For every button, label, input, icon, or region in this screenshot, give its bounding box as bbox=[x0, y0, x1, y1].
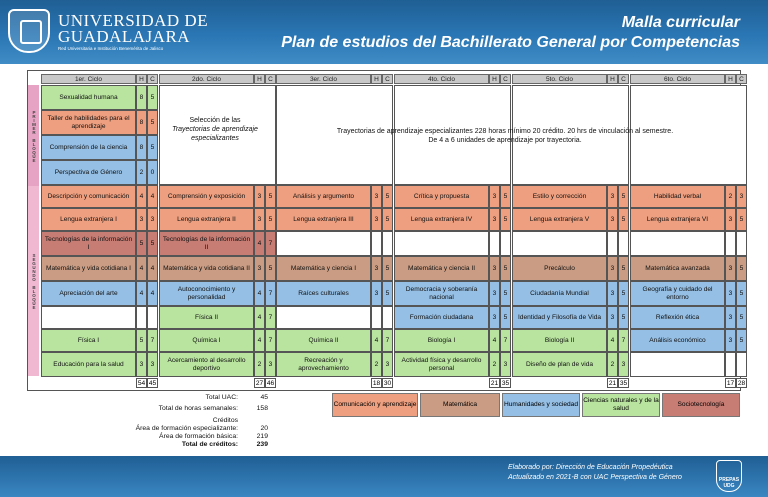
course-credits: 7 bbox=[265, 231, 276, 256]
c-column-header: C bbox=[147, 74, 158, 84]
course-hours: 4 bbox=[136, 185, 147, 208]
course-credits bbox=[736, 352, 747, 377]
course-credits: 5 bbox=[500, 208, 511, 231]
course-credits bbox=[618, 231, 629, 256]
course-credits bbox=[382, 231, 393, 256]
course-credits bbox=[736, 231, 747, 256]
second-block-label bbox=[28, 186, 39, 376]
course-cell: Lengua extranjera V bbox=[512, 208, 607, 231]
course-credits: 7 bbox=[147, 329, 158, 352]
cycle-total-credits: 28 bbox=[737, 379, 746, 387]
cycle-total-credits: 35 bbox=[501, 379, 510, 387]
course-hours: 2 bbox=[725, 185, 736, 208]
cycle-header: 5to. Ciclo bbox=[512, 74, 607, 84]
course-credits: 3 bbox=[618, 352, 629, 377]
course-hours: 4 bbox=[254, 231, 265, 256]
university-name-line2: GUADALAJARA bbox=[58, 27, 191, 46]
total-uac-label: Total UAC: bbox=[205, 394, 238, 401]
course-credits: 5 bbox=[618, 281, 629, 306]
course-hours: 3 bbox=[489, 208, 500, 231]
course-credits: 5 bbox=[736, 256, 747, 281]
course-hours: 8 bbox=[136, 85, 147, 110]
course-credits: 3 bbox=[147, 208, 158, 231]
prepas-udg-logo bbox=[716, 460, 742, 492]
course-hours: 4 bbox=[254, 281, 265, 306]
course-cell: Actividad física y desarrollo personal bbox=[394, 352, 489, 377]
course-credits: 0 bbox=[147, 160, 158, 185]
course-credits: 7 bbox=[618, 329, 629, 352]
selection-note-line1: Selección de las bbox=[189, 117, 241, 124]
course-hours: 3 bbox=[371, 185, 382, 208]
course-hours: 3 bbox=[725, 281, 736, 306]
course-hours: 8 bbox=[136, 135, 147, 160]
course-credits: 5 bbox=[618, 256, 629, 281]
second-block-text: SEGUNDO BLOQUE bbox=[31, 253, 37, 309]
course-hours: 5 bbox=[136, 231, 147, 256]
course-credits bbox=[382, 306, 393, 329]
course-hours: 4 bbox=[136, 256, 147, 281]
course-cell: Lengua extranjera VI bbox=[630, 208, 725, 231]
legend-item-cie: Ciencias naturales y de la salud bbox=[582, 393, 660, 417]
h-column-header: H bbox=[725, 74, 736, 84]
course-cell: Química I bbox=[159, 329, 254, 352]
trajectories-note bbox=[290, 127, 720, 145]
course-hours: 3 bbox=[254, 256, 265, 281]
course-cell: Biología I bbox=[394, 329, 489, 352]
first-block-label bbox=[28, 85, 39, 186]
course-hours: 3 bbox=[607, 281, 618, 306]
course-credits: 5 bbox=[500, 256, 511, 281]
selection-note-line3: especializantes bbox=[191, 135, 239, 143]
course-credits: 5 bbox=[382, 256, 393, 281]
course-cell: Democracia y soberanía nacional bbox=[394, 281, 489, 306]
weekly-hours-label: Total de horas semanales: bbox=[158, 405, 238, 412]
course-cell: Perspectiva de Género bbox=[41, 160, 136, 185]
course-cell: Tecnologías de la información II bbox=[159, 231, 254, 256]
weekly-hours-value: 158 bbox=[256, 405, 268, 412]
course-credits: 5 bbox=[265, 208, 276, 231]
course-cell: Recreación y aprovechamiento bbox=[276, 352, 371, 377]
course-cell: Identidad y Filosofía de Vida bbox=[512, 306, 607, 329]
course-hours: 3 bbox=[607, 306, 618, 329]
prepas-udg-logo-text: PREPAS UDG bbox=[718, 477, 740, 489]
course-hours: 3 bbox=[371, 281, 382, 306]
course-hours: 3 bbox=[607, 185, 618, 208]
course-hours: 4 bbox=[607, 329, 618, 352]
course-hours: 3 bbox=[371, 256, 382, 281]
c-column-header: C bbox=[618, 74, 629, 84]
course-cell: Matemática avanzada bbox=[630, 256, 725, 281]
course-cell bbox=[512, 231, 607, 256]
course-credits: 3 bbox=[265, 352, 276, 377]
course-hours: 3 bbox=[254, 208, 265, 231]
course-cell: Lengua extranjera IV bbox=[394, 208, 489, 231]
course-hours: 3 bbox=[607, 256, 618, 281]
course-hours: 3 bbox=[136, 208, 147, 231]
course-credits: 7 bbox=[265, 329, 276, 352]
course-cell: Matemática y ciencia I bbox=[276, 256, 371, 281]
course-cell: Descripción y comunicación bbox=[41, 185, 136, 208]
course-cell: Educación para la salud bbox=[41, 352, 136, 377]
course-hours: 2 bbox=[136, 160, 147, 185]
cycle-total-hours: 18 bbox=[372, 379, 381, 387]
course-cell: Química II bbox=[276, 329, 371, 352]
course-hours bbox=[725, 231, 736, 256]
basic-credits-value: 219 bbox=[256, 433, 268, 440]
course-hours: 5 bbox=[136, 329, 147, 352]
course-hours: 3 bbox=[607, 208, 618, 231]
cycle-total-credits: 45 bbox=[148, 379, 157, 387]
course-credits: 7 bbox=[382, 329, 393, 352]
course-cell: Raíces culturales bbox=[276, 281, 371, 306]
c-column-header: C bbox=[265, 74, 276, 84]
university-name-line1: UNIVERSIDAD DE bbox=[58, 11, 209, 30]
course-cell: Taller de habilidades para el aprendizaje bbox=[41, 110, 136, 135]
specializing-credits-label: Área de formación especializante: bbox=[135, 425, 238, 432]
course-cell: Formación ciudadana bbox=[394, 306, 489, 329]
course-hours: 3 bbox=[371, 208, 382, 231]
footer-credit-line1: Elaborado por: Dirección de Educación Propedéutica bbox=[508, 464, 673, 471]
course-credits: 5 bbox=[147, 135, 158, 160]
course-hours: 4 bbox=[136, 281, 147, 306]
course-cell: Tecnologías de la información I bbox=[41, 231, 136, 256]
course-cell bbox=[276, 306, 371, 329]
course-cell: Lengua extranjera II bbox=[159, 208, 254, 231]
course-cell: Física II bbox=[159, 306, 254, 329]
legend-item-hum: Humanidades y sociedad bbox=[502, 393, 580, 417]
h-column-header: H bbox=[607, 74, 618, 84]
course-hours: 2 bbox=[371, 352, 382, 377]
course-cell bbox=[394, 231, 489, 256]
course-cell: Comprensión de la ciencia bbox=[41, 135, 136, 160]
course-credits: 5 bbox=[618, 208, 629, 231]
course-hours bbox=[371, 306, 382, 329]
course-hours bbox=[489, 231, 500, 256]
course-credits: 5 bbox=[618, 185, 629, 208]
course-credits: 4 bbox=[147, 281, 158, 306]
trajectories-note-line2: De 4 a 6 unidades de aprendizaje por trayectoria. bbox=[428, 137, 582, 145]
course-hours: 3 bbox=[725, 208, 736, 231]
course-credits bbox=[147, 306, 158, 329]
course-cell: Estilo y corrección bbox=[512, 185, 607, 208]
course-credits: 5 bbox=[382, 281, 393, 306]
cycle-total-hours: 27 bbox=[255, 379, 264, 387]
course-hours: 4 bbox=[254, 306, 265, 329]
page-subtitle: Plan de estudios del Bachillerato General por Competencias bbox=[281, 34, 740, 51]
course-credits: 7 bbox=[265, 306, 276, 329]
course-credits: 5 bbox=[265, 256, 276, 281]
selection-note bbox=[153, 116, 277, 143]
course-credits: 5 bbox=[382, 208, 393, 231]
h-column-header: H bbox=[489, 74, 500, 84]
footer-credit-line2: Actualizado en 2021-B con UAC Perspectiva de Género bbox=[508, 474, 682, 481]
course-cell bbox=[276, 231, 371, 256]
course-hours bbox=[725, 352, 736, 377]
h-column-header: H bbox=[254, 74, 265, 84]
course-credits: 5 bbox=[147, 85, 158, 110]
cycle-header: 3er. Ciclo bbox=[276, 74, 371, 84]
course-cell: Precálculo bbox=[512, 256, 607, 281]
course-cell: Ciudadanía Mundial bbox=[512, 281, 607, 306]
course-cell: Comprensión y exposición bbox=[159, 185, 254, 208]
course-cell bbox=[41, 306, 136, 329]
legend-item-mat: Matemática bbox=[420, 393, 500, 417]
course-credits: 4 bbox=[147, 185, 158, 208]
course-credits: 5 bbox=[147, 231, 158, 256]
course-hours: 3 bbox=[254, 185, 265, 208]
course-hours: 3 bbox=[489, 256, 500, 281]
total-uac-value: 45 bbox=[260, 394, 268, 401]
course-cell: Diseño de plan de vida bbox=[512, 352, 607, 377]
c-column-header: C bbox=[736, 74, 747, 84]
course-credits: 3 bbox=[500, 352, 511, 377]
course-hours: 3 bbox=[136, 352, 147, 377]
course-hours: 3 bbox=[725, 306, 736, 329]
course-hours bbox=[371, 231, 382, 256]
course-cell: Matemática y vida cotidiana II bbox=[159, 256, 254, 281]
cycle-total-credits: 30 bbox=[383, 379, 392, 387]
course-cell: Biología II bbox=[512, 329, 607, 352]
cycle-total-hours: 54 bbox=[137, 379, 146, 387]
legend-item-soc: Sociotecnología bbox=[662, 393, 740, 417]
page-title: Malla curricular bbox=[621, 14, 740, 31]
course-credits: 3 bbox=[382, 352, 393, 377]
course-hours: 3 bbox=[489, 306, 500, 329]
course-cell: Lengua extranjera III bbox=[276, 208, 371, 231]
cycle-header: 1er. Ciclo bbox=[41, 74, 136, 84]
course-cell: Sexualidad humana bbox=[41, 85, 136, 110]
basic-credits-label: Área de formación básica: bbox=[159, 433, 238, 440]
course-cell: Física I bbox=[41, 329, 136, 352]
course-credits: 3 bbox=[147, 352, 158, 377]
specializing-credits-value: 20 bbox=[260, 425, 268, 432]
course-hours: 3 bbox=[489, 185, 500, 208]
cycle-total-credits: 35 bbox=[619, 379, 628, 387]
total-credits-value: 239 bbox=[256, 441, 268, 448]
course-hours: 4 bbox=[371, 329, 382, 352]
course-credits: 5 bbox=[736, 208, 747, 231]
course-hours: 4 bbox=[489, 329, 500, 352]
course-credits: 5 bbox=[500, 281, 511, 306]
course-cell bbox=[630, 352, 725, 377]
university-tagline: Red Universitaria e Institución Benemérita de Jalisco bbox=[58, 46, 164, 51]
course-hours: 3 bbox=[725, 256, 736, 281]
cycle-total-credits: 46 bbox=[266, 379, 275, 387]
course-cell: Crítica y propuesta bbox=[394, 185, 489, 208]
course-credits: 3 bbox=[736, 185, 747, 208]
credits-label: Créditos bbox=[212, 417, 238, 424]
course-credits: 5 bbox=[500, 185, 511, 208]
cycle-total-hours: 17 bbox=[726, 379, 735, 387]
course-credits: 5 bbox=[147, 110, 158, 135]
course-hours: 4 bbox=[254, 329, 265, 352]
c-column-header: C bbox=[500, 74, 511, 84]
course-credits: 5 bbox=[500, 306, 511, 329]
first-block-text: PRIMER BLOQUE bbox=[31, 109, 37, 162]
legend-item-com: Comunicación y aprendizaje bbox=[332, 393, 418, 417]
course-credits: 5 bbox=[382, 185, 393, 208]
course-cell: Autoconocimiento y personalidad bbox=[159, 281, 254, 306]
h-column-header: H bbox=[371, 74, 382, 84]
course-hours: 2 bbox=[489, 352, 500, 377]
course-credits: 5 bbox=[736, 329, 747, 352]
total-credits-label: Total de créditos: bbox=[181, 441, 238, 448]
cycle-header: 6to. Ciclo bbox=[630, 74, 725, 84]
course-credits: 7 bbox=[500, 329, 511, 352]
course-cell: Matemática y ciencia II bbox=[394, 256, 489, 281]
course-hours: 2 bbox=[254, 352, 265, 377]
course-cell bbox=[630, 231, 725, 256]
course-cell: Apreciación del arte bbox=[41, 281, 136, 306]
course-cell: Habilidad verbal bbox=[630, 185, 725, 208]
course-cell: Matemática y vida cotidiana I bbox=[41, 256, 136, 281]
c-column-header: C bbox=[382, 74, 393, 84]
h-column-header: H bbox=[136, 74, 147, 84]
course-cell: Lengua extranjera I bbox=[41, 208, 136, 231]
course-credits: 5 bbox=[736, 306, 747, 329]
course-credits bbox=[500, 231, 511, 256]
course-cell: Acercamiento al desarrollo deportivo bbox=[159, 352, 254, 377]
cycle-header: 2do. Ciclo bbox=[159, 74, 254, 84]
cycle-total-hours: 21 bbox=[490, 379, 499, 387]
course-credits: 7 bbox=[265, 281, 276, 306]
course-cell: Análisis económico bbox=[630, 329, 725, 352]
course-cell: Reflexión ética bbox=[630, 306, 725, 329]
cycle-header: 4to. Ciclo bbox=[394, 74, 489, 84]
course-cell: Análisis y argumento bbox=[276, 185, 371, 208]
trajectories-note-line1: Trayectorias de aprendizaje especializantes 228 horas mínimo 20 crédito. 20 hrs de vinculación al semestre. bbox=[336, 128, 674, 135]
cycle-total-hours: 21 bbox=[608, 379, 617, 387]
course-hours: 3 bbox=[725, 329, 736, 352]
course-hours: 8 bbox=[136, 110, 147, 135]
selection-note-line2: Trayectorias de aprendizaje bbox=[172, 126, 258, 134]
course-cell: Geografía y cuidado del entorno bbox=[630, 281, 725, 306]
course-hours bbox=[607, 231, 618, 256]
course-credits: 4 bbox=[147, 256, 158, 281]
course-hours: 2 bbox=[607, 352, 618, 377]
course-credits: 5 bbox=[265, 185, 276, 208]
course-credits: 5 bbox=[618, 306, 629, 329]
course-hours: 3 bbox=[489, 281, 500, 306]
university-seal-logo bbox=[8, 9, 50, 53]
course-credits: 5 bbox=[736, 281, 747, 306]
course-hours bbox=[136, 306, 147, 329]
